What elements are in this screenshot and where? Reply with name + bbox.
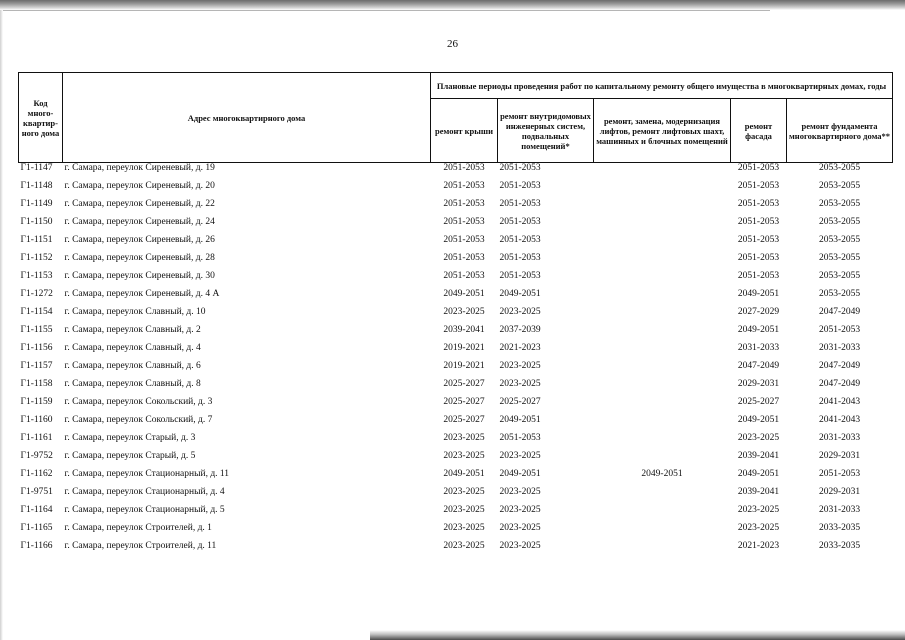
cell-facade: 2051-2053 [737, 271, 780, 281]
cell-foundation: 2053-2055 [818, 199, 861, 209]
cell-lifts [594, 415, 731, 433]
cell-lifts [594, 289, 731, 307]
cell-roof: 2025-2027 [443, 397, 485, 407]
table-row [19, 307, 893, 325]
header-roof: ремонт крыши [431, 99, 498, 163]
scan-bottom-edge [370, 630, 905, 640]
cell-facade: 2049-2051 [737, 469, 780, 479]
cell-lifts [594, 487, 731, 505]
header-periods-group: Плановые периоды проведения работ по капитальному ремонту общего имущества в многоквартирных домах, годы [431, 73, 893, 99]
cell-foundation: 2051-2053 [818, 325, 861, 335]
cell-foundation: 2053-2055 [818, 217, 861, 227]
cell-code: Г1-1157 [20, 361, 53, 371]
cell-lifts [594, 361, 731, 379]
cell-roof: 2049-2051 [443, 289, 485, 299]
cell-foundation: 2033-2035 [818, 541, 861, 551]
table-header [19, 73, 893, 163]
cell-code: Г1-1164 [20, 505, 53, 515]
table-row [19, 343, 893, 361]
cell-roof: 2049-2051 [443, 469, 485, 479]
cell-lifts [594, 181, 731, 199]
cell-lifts [594, 379, 731, 397]
cell-code: Г1-1156 [20, 343, 53, 353]
cell-foundation: 2041-2043 [818, 397, 861, 407]
cell-code: Г1-1162 [20, 469, 53, 479]
cell-address: г. Самара, переулок Сиреневый, д. 20 [64, 181, 215, 191]
cell-address: г. Самара, переулок Сиреневый, д. 30 [64, 271, 215, 281]
cell-lifts [594, 307, 731, 325]
cell-lifts [594, 343, 731, 361]
cell-roof: 2023-2025 [443, 307, 485, 317]
cell-systems: 2023-2025 [499, 307, 541, 317]
cell-systems: 2023-2025 [499, 451, 541, 461]
table-row [19, 469, 893, 487]
cell-lifts [594, 325, 731, 343]
cell-roof: 2051-2053 [443, 253, 485, 263]
cell-lifts [594, 397, 731, 415]
cell-systems: 2023-2025 [499, 487, 541, 497]
cell-foundation: 2033-2035 [818, 523, 861, 533]
cell-address: г. Самара, переулок Сокольский, д. 7 [64, 415, 213, 425]
cell-systems: 2051-2053 [499, 433, 541, 443]
cell-facade: 2027-2029 [737, 307, 780, 317]
cell-roof: 2025-2027 [443, 415, 485, 425]
cell-foundation: 2031-2033 [818, 343, 861, 353]
table-row [19, 487, 893, 505]
cell-address: г. Самара, переулок Сокольский, д. 3 [64, 397, 213, 407]
cell-facade: 2023-2025 [737, 505, 780, 515]
cell-systems: 2023-2025 [499, 505, 541, 515]
cell-facade: 2023-2025 [737, 523, 780, 533]
cell-code: Г1-1152 [20, 253, 53, 263]
table-row [19, 451, 893, 469]
cell-systems: 2023-2025 [499, 523, 541, 533]
cell-facade: 2039-2041 [737, 451, 780, 461]
scan-top-edge [0, 0, 905, 10]
cell-lifts [594, 523, 731, 541]
cell-foundation: 2031-2033 [818, 433, 861, 443]
cell-roof: 2023-2025 [443, 451, 485, 461]
cell-code: Г1-1148 [20, 181, 53, 191]
cell-code: Г1-9752 [20, 451, 53, 461]
table-row [19, 325, 893, 343]
cell-lifts [594, 433, 731, 451]
cell-systems: 2025-2027 [499, 397, 541, 407]
cell-lifts [594, 199, 731, 217]
table-row [19, 397, 893, 415]
cell-facade: 2049-2051 [737, 289, 780, 299]
cell-roof: 2051-2053 [443, 217, 485, 227]
table-row [19, 361, 893, 379]
cell-address: г. Самара, переулок Старый, д. 3 [64, 433, 196, 443]
cell-address: г. Самара, переулок Строителей, д. 11 [64, 541, 217, 551]
cell-address: г. Самара, переулок Славный, д. 10 [64, 307, 206, 317]
cell-address: г. Самара, переулок Сиреневый, д. 24 [64, 217, 215, 227]
cell-code: Г1-1161 [20, 433, 53, 443]
table-row [19, 271, 893, 289]
table-row [19, 253, 893, 271]
cell-code: Г1-1147 [20, 163, 53, 173]
cell-roof: 2051-2053 [443, 271, 485, 281]
cell-roof: 2023-2025 [443, 505, 485, 515]
cell-facade: 2021-2023 [737, 541, 780, 551]
cell-systems: 2023-2025 [499, 361, 541, 371]
page-number: 26 [447, 38, 458, 50]
cell-address: г. Самара, переулок Стационарный, д. 11 [64, 469, 230, 479]
header-lifts: ремонт, замена, модернизация лифтов, ремонт лифтовых шахт, машинных и блочных помещений [594, 99, 731, 163]
cell-roof: 2023-2025 [443, 487, 485, 497]
cell-roof: 2023-2025 [443, 433, 485, 443]
cell-systems: 2051-2053 [499, 181, 541, 191]
cell-systems: 2051-2053 [499, 253, 541, 263]
header-foundation: ремонт фундамента многоквартирного дома** [787, 99, 893, 163]
cell-systems: 2023-2025 [499, 379, 541, 389]
header-address: Адрес многоквартирного дома [63, 73, 431, 163]
cell-foundation: 2029-2031 [818, 451, 861, 461]
cell-foundation: 2053-2055 [818, 235, 861, 245]
cell-systems: 2021-2023 [499, 343, 541, 353]
cell-facade: 2051-2053 [737, 235, 780, 245]
cell-systems: 2049-2051 [499, 415, 541, 425]
cell-facade: 2051-2053 [737, 199, 780, 209]
cell-roof: 2023-2025 [443, 541, 485, 551]
cell-systems: 2023-2025 [499, 541, 541, 551]
cell-code: Г1-1272 [20, 289, 53, 299]
table-row [19, 199, 893, 217]
header-facade: ремонт фасада [731, 99, 787, 163]
cell-systems: 2051-2053 [499, 163, 541, 173]
cell-code: Г1-9751 [20, 487, 53, 497]
cell-address: г. Самара, переулок Стационарный, д. 4 [64, 487, 225, 497]
cell-code: Г1-1151 [20, 235, 53, 245]
table-row [19, 541, 893, 559]
table-row [19, 217, 893, 235]
table-row [19, 433, 893, 451]
cell-facade: 2047-2049 [737, 361, 780, 371]
table-row [19, 163, 893, 182]
cell-foundation: 2047-2049 [818, 307, 861, 317]
cell-foundation: 2053-2055 [818, 271, 861, 281]
cell-code: Г1-1166 [20, 541, 53, 551]
cell-code: Г1-1160 [20, 415, 53, 425]
cell-address: г. Самара, переулок Сиреневый, д. 4 А [64, 289, 220, 299]
cell-roof: 2019-2021 [443, 343, 485, 353]
table-row [19, 181, 893, 199]
cell-roof: 2051-2053 [443, 235, 485, 245]
cell-facade: 2029-2031 [737, 379, 780, 389]
table-row [19, 379, 893, 397]
cell-foundation: 2053-2055 [818, 163, 861, 173]
cell-foundation: 2053-2055 [818, 289, 861, 299]
cell-foundation: 2053-2055 [818, 253, 861, 263]
cell-facade: 2051-2053 [737, 253, 780, 263]
cell-facade: 2025-2027 [737, 397, 780, 407]
cell-code: Г1-1153 [20, 271, 53, 281]
table-body [19, 163, 893, 560]
cell-systems: 2049-2051 [499, 469, 541, 479]
cell-lifts [594, 163, 731, 182]
cell-systems: 2051-2053 [499, 271, 541, 281]
cell-address: г. Самара, переулок Сиреневый, д. 28 [64, 253, 215, 263]
cell-code: Г1-1165 [20, 523, 53, 533]
cell-address: г. Самара, переулок Славный, д. 2 [64, 325, 201, 335]
cell-facade: 2049-2051 [737, 325, 780, 335]
cell-roof: 2023-2025 [443, 523, 485, 533]
cell-foundation: 2047-2049 [818, 361, 861, 371]
cell-lifts [594, 253, 731, 271]
cell-facade: 2031-2033 [737, 343, 780, 353]
header-code: Код много-квартир-ного дома [19, 73, 63, 163]
cell-lifts [594, 271, 731, 289]
cell-roof: 2051-2053 [443, 199, 485, 209]
cell-facade: 2051-2053 [737, 217, 780, 227]
cell-systems: 2051-2053 [499, 217, 541, 227]
cell-code: Г1-1154 [20, 307, 53, 317]
cell-lifts [594, 235, 731, 253]
cell-code: Г1-1155 [20, 325, 53, 335]
header-systems: ремонт внутридомовых инженерных систем, подвальных помещений* [498, 99, 594, 163]
cell-address: г. Самара, переулок Строителей, д. 1 [64, 523, 212, 533]
cell-systems: 2051-2053 [499, 235, 541, 245]
scan-top-line [0, 10, 770, 11]
cell-foundation: 2031-2033 [818, 505, 861, 515]
table-row [19, 289, 893, 307]
cell-lifts [594, 217, 731, 235]
cell-systems: 2051-2053 [499, 199, 541, 209]
cell-address: г. Самара, переулок Сиреневый, д. 22 [64, 199, 215, 209]
cell-roof: 2025-2027 [443, 379, 485, 389]
cell-facade: 2039-2041 [737, 487, 780, 497]
cell-systems: 2049-2051 [499, 289, 541, 299]
table-row [19, 235, 893, 253]
cell-lifts: 2049-2051 [641, 469, 683, 479]
cell-foundation: 2053-2055 [818, 181, 861, 191]
cell-facade: 2051-2053 [737, 163, 780, 173]
cell-code: Г1-1159 [20, 397, 53, 407]
cell-systems: 2037-2039 [499, 325, 541, 335]
cell-foundation: 2041-2043 [818, 415, 861, 425]
cell-address: г. Самара, переулок Сиреневый, д. 19 [64, 163, 215, 173]
cell-address: г. Самара, переулок Сиреневый, д. 26 [64, 235, 215, 245]
cell-lifts [594, 451, 731, 469]
cell-code: Г1-1150 [20, 217, 53, 227]
cell-roof: 2051-2053 [443, 163, 485, 173]
cell-code: Г1-1158 [20, 379, 53, 389]
cell-foundation: 2051-2053 [818, 469, 861, 479]
cell-address: г. Самара, переулок Славный, д. 6 [64, 361, 201, 371]
cell-roof: 2039-2041 [443, 325, 485, 335]
table-row [19, 523, 893, 541]
cell-foundation: 2029-2031 [818, 487, 861, 497]
cell-facade: 2023-2025 [737, 433, 780, 443]
cell-address: г. Самара, переулок Славный, д. 8 [64, 379, 201, 389]
table-row [19, 505, 893, 523]
cell-address: г. Самара, переулок Старый, д. 5 [64, 451, 196, 461]
cell-lifts [594, 505, 731, 523]
cell-address: г. Самара, переулок Славный, д. 4 [64, 343, 201, 353]
cell-roof: 2019-2021 [443, 361, 485, 371]
cell-facade: 2051-2053 [737, 181, 780, 191]
scan-left-edge [0, 10, 3, 640]
cell-lifts [594, 541, 731, 559]
repair-schedule-table [18, 72, 893, 559]
table-row [19, 415, 893, 433]
cell-address: г. Самара, переулок Стационарный, д. 5 [64, 505, 225, 515]
cell-roof: 2051-2053 [443, 181, 485, 191]
cell-code: Г1-1149 [20, 199, 53, 209]
cell-foundation: 2047-2049 [818, 379, 861, 389]
cell-facade: 2049-2051 [737, 415, 780, 425]
